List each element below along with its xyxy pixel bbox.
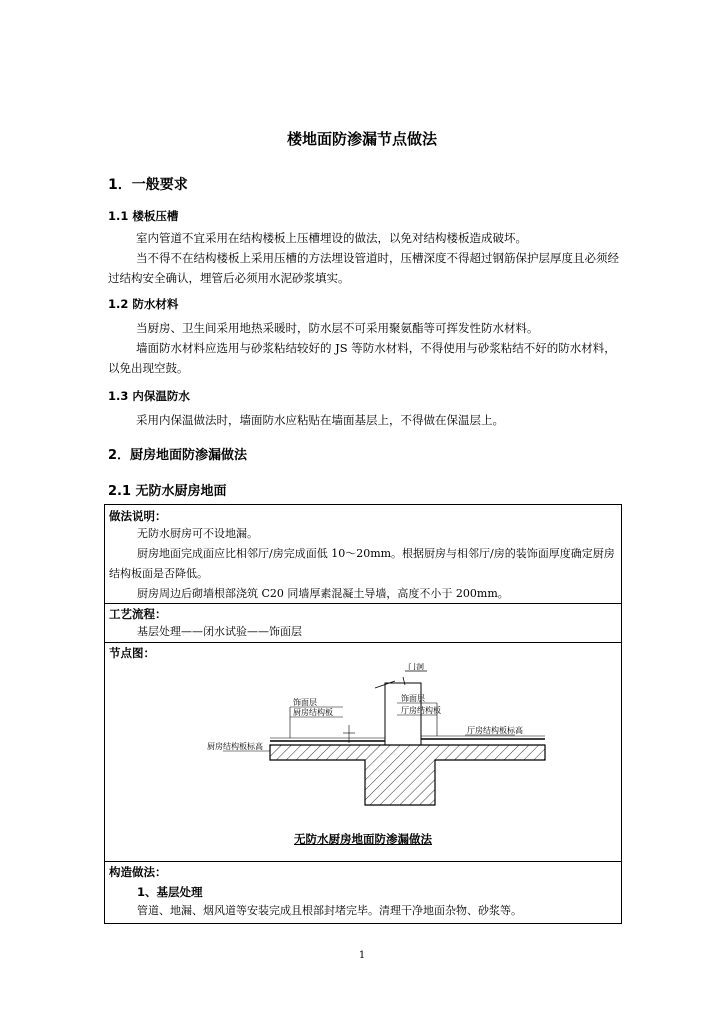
paragraph: 当厨房、卫生间采用地热采暖时，防水层不可采用聚氨酯等可挥发性防水材料。: [136, 321, 539, 335]
table-divider: [105, 861, 621, 862]
slab-shape: [270, 745, 545, 805]
label-finish-right: 饰面层: [401, 694, 425, 703]
section-2-heading: 2．厨房地面防渗漏做法: [108, 448, 248, 463]
construct-text: 管道、地漏、烟风道等安装完成且根部封堵完毕。清理干净地面杂物、砂浆等。: [137, 904, 522, 917]
table-divider: [105, 642, 621, 643]
construct-subheading: 1、基层处理: [137, 885, 203, 899]
table-divider: [105, 603, 621, 604]
section-1-heading: 1．一般要求: [108, 177, 188, 193]
node-diagram: [175, 663, 565, 813]
label-slab-right: 厅房结构板标高: [467, 726, 523, 735]
label-base-right: 厅房结构板: [401, 706, 441, 715]
method-text: 无防水厨房可不设地漏。: [137, 527, 258, 540]
construct-label: 构造做法：: [109, 865, 167, 879]
process-label: 工艺流程：: [109, 607, 167, 621]
label-slab-left: 厨房结构板标高: [207, 742, 263, 751]
method-text: 厨房周边后砌墙根部浇筑 C20 同墙厚素混凝土导墙，高度不小于 200mm。: [137, 587, 509, 600]
method-text: 厨房地面完成面应比相邻厅/房完成面低 10～20mm。根据厨房与相邻厅/房的装饰面厚度确定厨房结构板面是否降低。: [109, 547, 615, 580]
section-1-1-heading: 1.1 楼板压槽: [108, 209, 179, 223]
method-label: 做法说明：: [109, 509, 167, 523]
label-base-left: 厨房结构板: [293, 708, 333, 717]
paragraph: 采用内保温做法时，墙面防水应粘贴在墙面基层上，不得做在保温层上。: [136, 413, 504, 427]
diagram-caption: 无防水厨房地面防渗漏做法: [294, 832, 432, 846]
section-1-2-heading: 1.2 防水材料: [108, 297, 179, 311]
node-label: 节点图：: [109, 646, 155, 660]
label-wall: 门洞: [408, 663, 424, 671]
section-2-1-heading: 2.1 无防水厨房地面: [108, 484, 227, 499]
paragraph: 室内管道不宜采用在结构楼板上压槽埋设的做法，以免对结构楼板造成破坏。: [136, 231, 527, 245]
page-title: 楼地面防渗漏节点做法: [286, 130, 437, 148]
paragraph: 墙面防水材料应选用与砂浆粘结较好的 JS 等防水材料，不得使用与砂浆粘结不好的防水材料，以免出现空鼓。: [108, 341, 616, 375]
method-table: [104, 504, 622, 924]
paragraph: 当不得不在结构楼板上采用压槽的方法埋设管道时，压槽深度不得超过钢筋保护层厚度且必须经过结构安全确认，埋管后必须用水泥砂浆填实。: [108, 251, 619, 285]
process-text: 基层处理——闭水试验——饰面层: [137, 625, 302, 638]
page-number: 1: [358, 950, 366, 961]
label-finish-left: 饰面层: [293, 698, 317, 707]
section-1-3-heading: 1.3 内保温防水: [108, 389, 190, 403]
